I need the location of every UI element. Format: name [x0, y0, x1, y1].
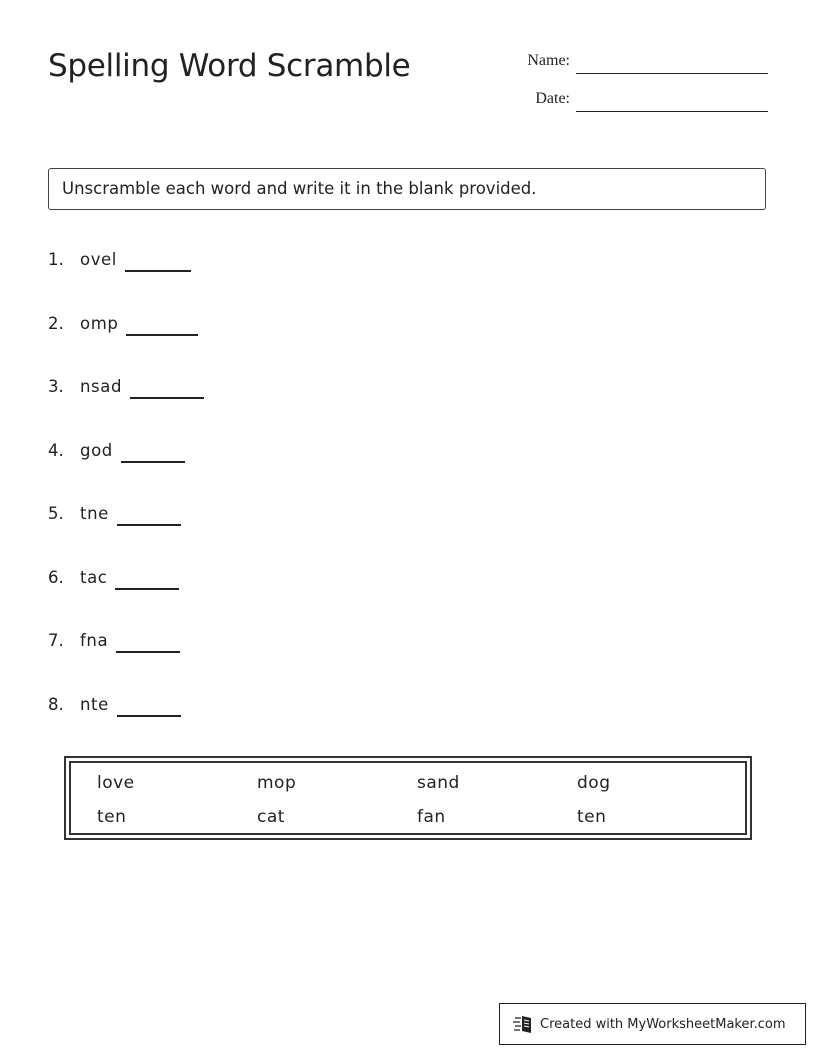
scrambled-word: fna: [80, 631, 109, 650]
word-bank-word: fan: [417, 807, 446, 827]
answer-blank: [121, 441, 185, 463]
scrambled-word: omp: [80, 313, 119, 333]
date-line: [576, 91, 768, 112]
question-number: 8.: [48, 694, 64, 714]
word-bank-word: cat: [257, 807, 285, 827]
name-field: [510, 52, 768, 70]
footer-text: Created with MyWorksheetMaker.com: [540, 1016, 786, 1032]
word-bank: [64, 756, 752, 840]
word-bank-word: ten: [97, 807, 127, 827]
worksheet-logo-icon: [512, 1013, 534, 1035]
answer-blank: [125, 250, 191, 272]
word-bank-inner-border: [69, 761, 747, 835]
question-number: 2.: [48, 313, 64, 333]
word-bank-word: love: [97, 773, 135, 793]
scrambled-word: god: [80, 440, 113, 460]
question-number: 5.: [48, 504, 64, 523]
answer-blank: [116, 631, 180, 653]
word-bank-word: ten: [577, 807, 607, 827]
answer-blank: [117, 695, 181, 717]
word-bank-word: mop: [257, 773, 297, 793]
question-number: 6.: [48, 567, 64, 587]
answer-blank: [126, 314, 198, 336]
answer-blank: [115, 568, 179, 590]
scrambled-word: tac: [80, 567, 108, 587]
question-list: [48, 250, 204, 758]
instructions-box: Unscramble each word and write it in the blank provided.: [48, 168, 766, 210]
word-bank-row: [97, 773, 745, 807]
word-bank-word: sand: [417, 773, 460, 793]
question-item: [48, 695, 204, 759]
question-number: 3.: [48, 377, 64, 396]
answer-blank: [117, 504, 181, 526]
page-title: Spelling Word Scramble: [48, 48, 411, 84]
created-with-footer[interactable]: [499, 1003, 806, 1045]
name-label: Name:: [527, 52, 570, 69]
name-line: [576, 53, 768, 74]
question-number: 1.: [48, 250, 64, 269]
word-bank-word: dog: [577, 773, 611, 793]
question-number: 4.: [48, 440, 64, 460]
answer-blank: [130, 377, 204, 399]
date-label: Date:: [535, 90, 570, 107]
scrambled-word: tne: [80, 504, 109, 523]
question-item: [48, 314, 204, 378]
question-item: [48, 377, 204, 441]
question-number: 7.: [48, 631, 64, 650]
scrambled-word: ovel: [80, 250, 117, 269]
question-item: [48, 631, 204, 695]
word-bank-row: [97, 807, 745, 841]
question-item: [48, 568, 204, 632]
date-field: [510, 90, 768, 108]
scrambled-word: nsad: [80, 377, 123, 396]
question-item: [48, 504, 204, 568]
question-item: [48, 441, 204, 505]
scrambled-word: nte: [80, 694, 109, 714]
question-item: [48, 250, 204, 314]
